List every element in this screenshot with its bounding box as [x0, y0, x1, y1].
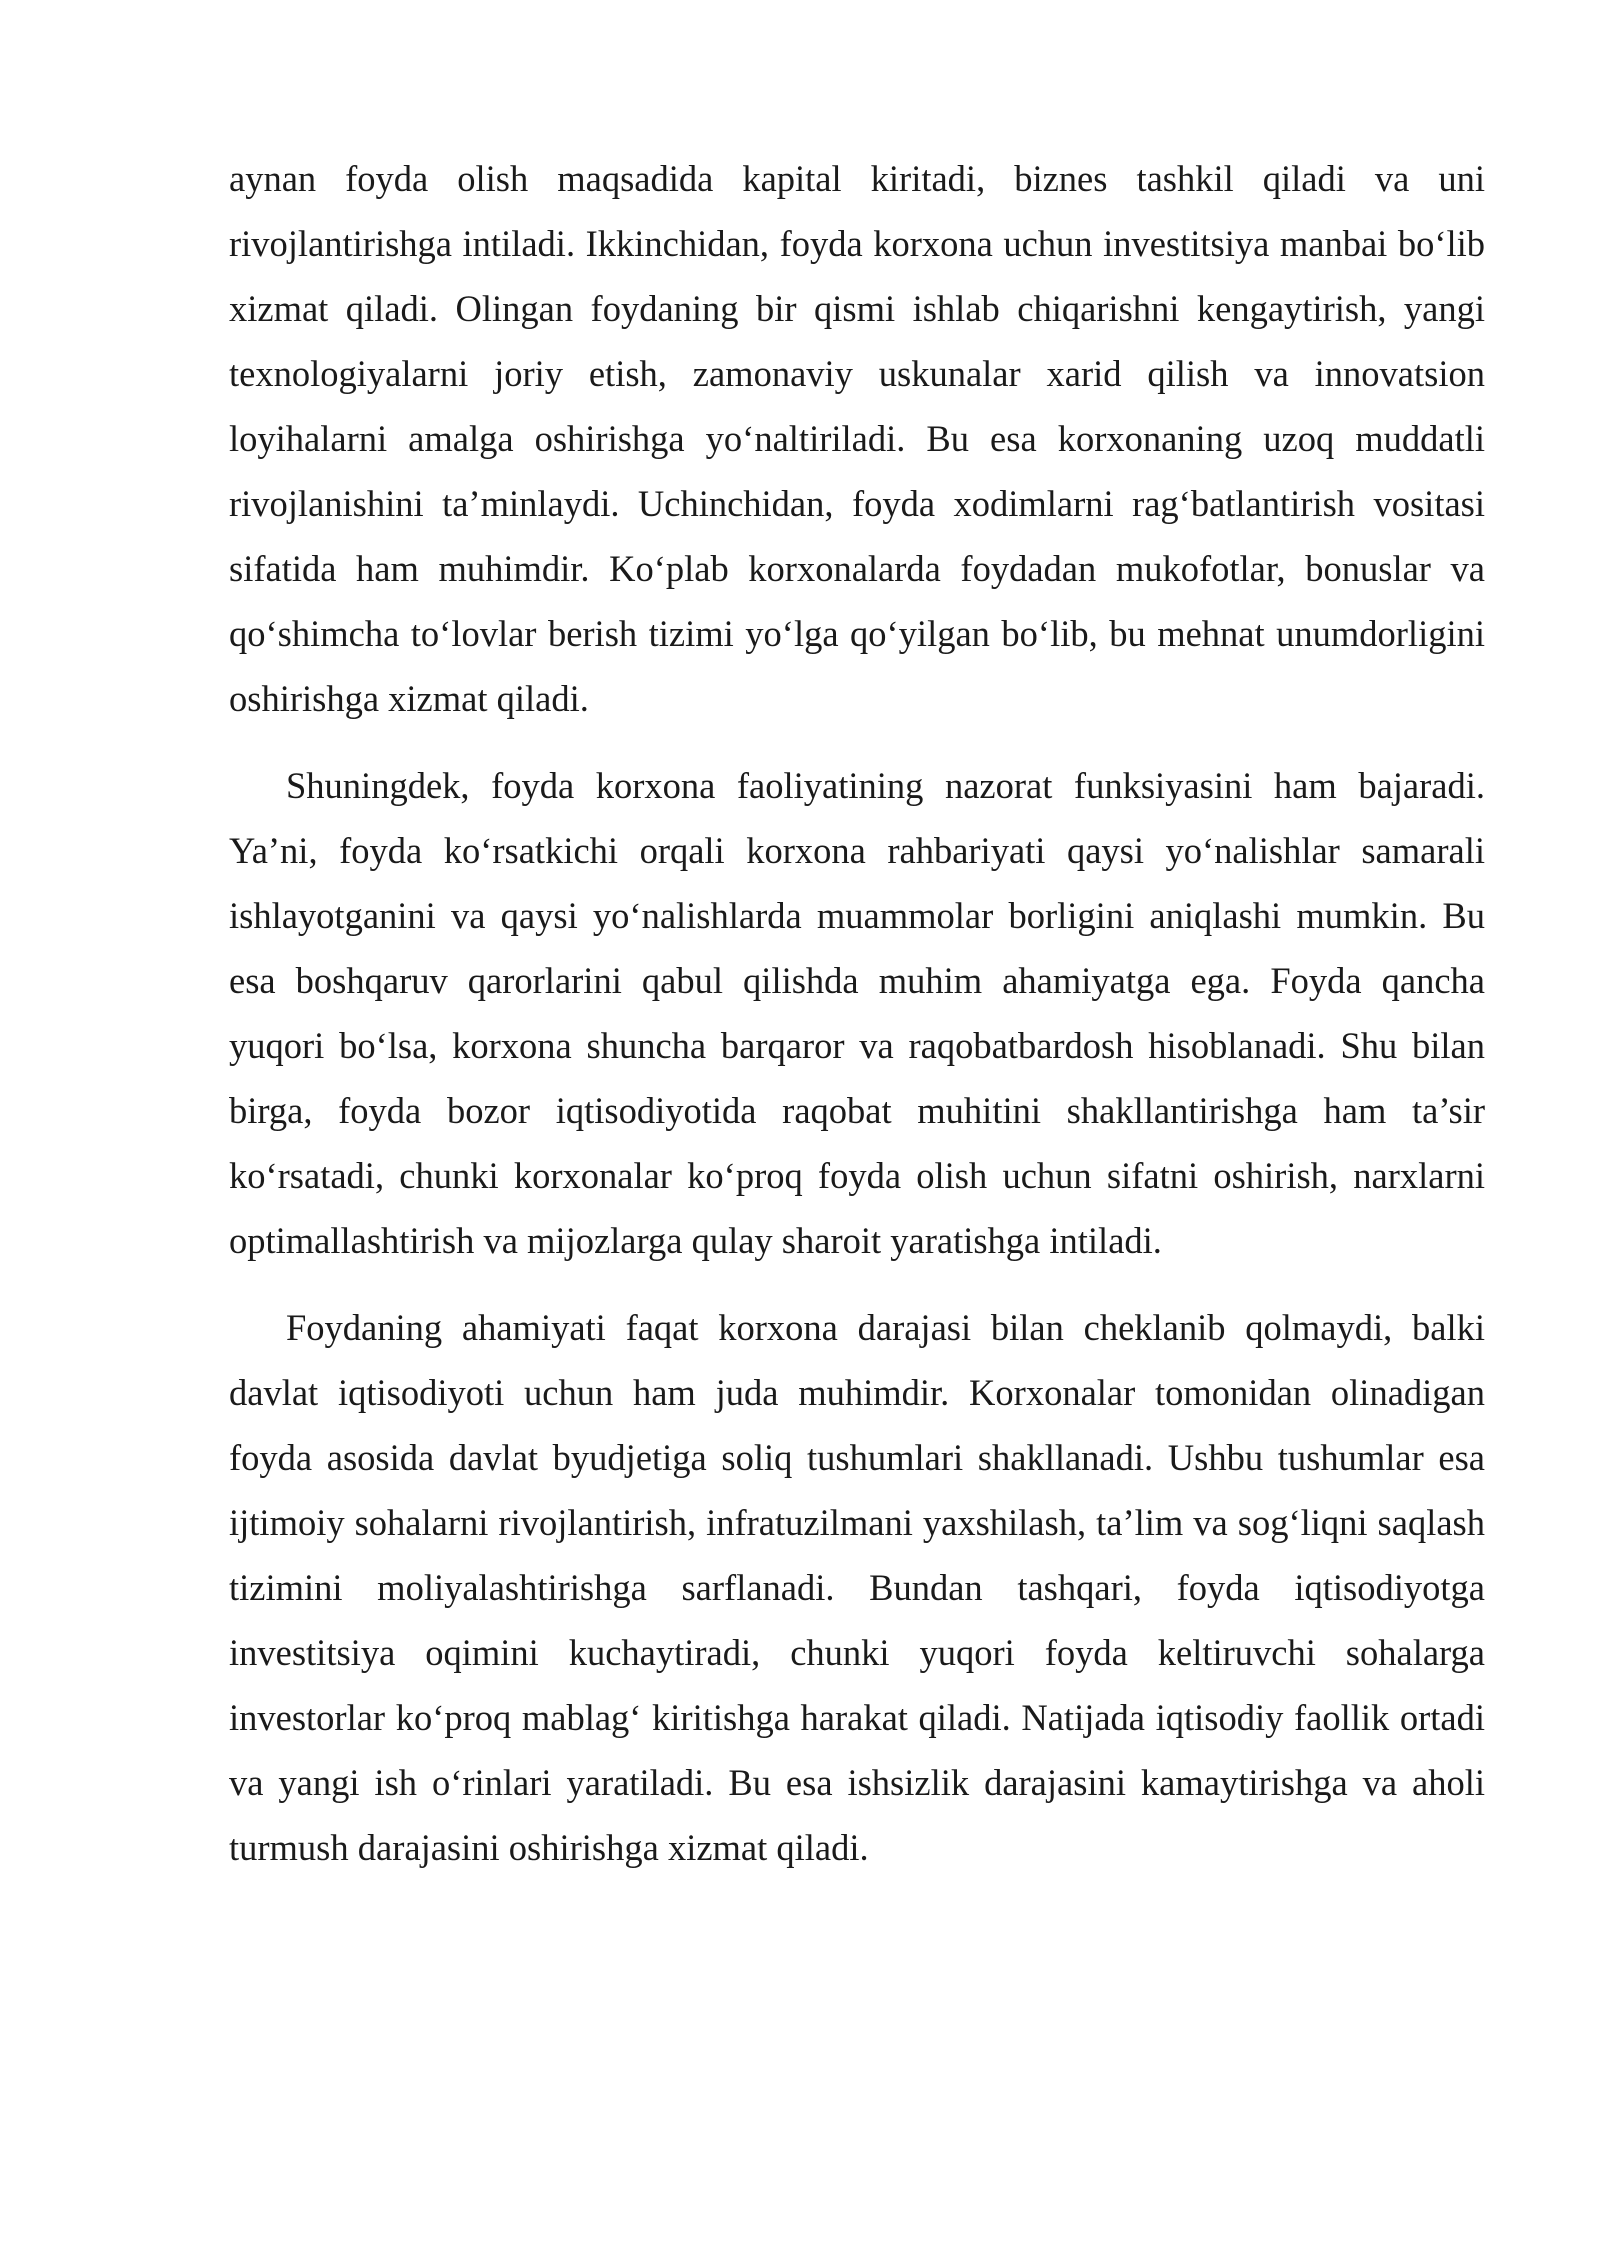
- paragraph-1: aynan foyda olish maqsadida kapital kiritadi, biznes tashkil qiladi va uni rivojlantirishga intiladi. Ikkinchidan, foyda korxona uchun investitsiya manbai bo‘lib xizmat qiladi. Olingan foydaning bir qismi ishlab chiqarishni kengaytirish, yangi texnologiyalarni joriy etish, zamonaviy uskunalar xarid qilish va innovatsion loyihalarni amalga oshirishga yo‘naltiriladi. Bu esa korxonaning uzoq muddatli rivojlanishini ta’minlaydi. Uchinchidan, foyda xodimlarni rag‘batlantirish vositasi sifatida ham muhimdir. Ko‘plab korxonalarda foydadan mukofotlar, bonuslar va qo‘shimcha to‘lovlar berish tizimi yo‘lga qo‘yilgan bo‘lib, bu mehnat unumdorligini oshirishga xizmat qiladi.: [229, 158, 1485, 719]
- paragraph-3: Foydaning ahamiyati faqat korxona darajasi bilan cheklanib qolmaydi, balki davlat iqtisodiyoti uchun ham juda muhimdir. Korxonalar tomonidan olinadigan foyda asosida davlat byudjetiga soliq tushumlari shakllanadi. Ushbu tushumlar esa ijtimoiy sohalarni rivojlantirish, infratuzilmani yaxshilash, ta’lim va sog‘liqni saqlash tizimini moliyalashtirishga sarflanadi. Bundan tashqari, foyda iqtisodiyotga investitsiya oqimini kuchaytiradi, chunki yuqori foyda keltiruvchi sohalarga investorlar ko‘proq mablag‘ kiritishga harakat qiladi. Natijada iqtisodiy faollik ortadi va yangi ish o‘rinlari yaratiladi. Bu esa ishsizlik darajasini kamaytirishga va aholi turmush darajasini oshirishga xizmat qiladi.: [229, 1307, 1485, 1868]
- body-text: [229, 146, 1485, 1902]
- paragraph-2: Shuningdek, foyda korxona faoliyatining nazorat funksiyasini ham bajaradi. Ya’ni, foyda ko‘rsatkichi orqali korxona rahbariyati qaysi yo‘nalishlar samarali ishlayotganini va qaysi yo‘nalishlarda muammolar borligini aniqlashi mumkin. Bu esa boshqaruv qarorlarini qabul qilishda muhim ahamiyatga ega. Foyda qancha yuqori bo‘lsa, korxona shuncha barqaror va raqobatbardosh hisoblanadi. Shu bilan birga, foyda bozor iqtisodiyotida raqobat muhitini shakllantirishga ham ta’sir ko‘rsatadi, chunki korxonalar ko‘proq foyda olish uchun sifatni oshirish, narxlarni optimallashtirish va mijozlarga qulay sharoit yaratishga intiladi.: [229, 765, 1485, 1261]
